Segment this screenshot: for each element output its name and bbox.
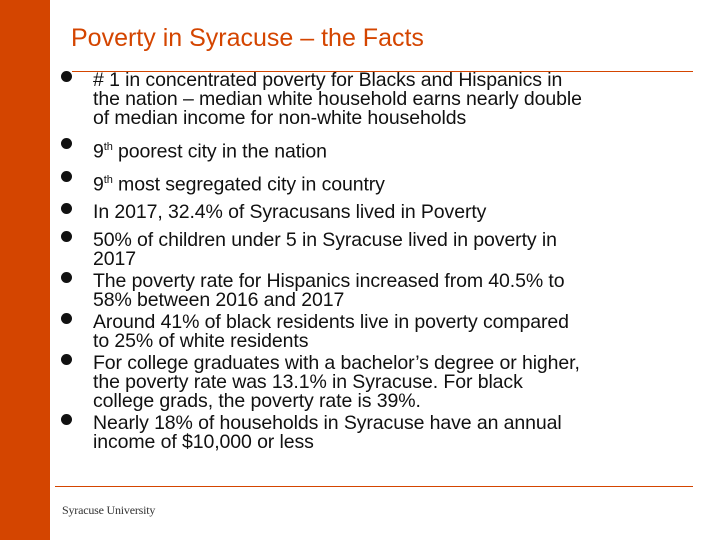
bullet-dot-icon [61,71,72,82]
bullet-line: Around 41% of black residents live in poverty compared [93,311,569,333]
bullet-item [61,171,701,195]
bullet-item [61,272,701,310]
bullet-item [61,313,701,351]
bullet-line: to 25% of white residents [93,330,309,352]
bullet-line: college grads, the poverty rate is 39%. [93,390,421,412]
bullet-line: For college graduates with a bachelor’s degree or higher, [93,352,580,374]
bullet-dot-icon [61,414,72,425]
rank-suffix: th [103,173,113,186]
bullet-rest: poorest city in the nation [112,140,327,163]
bullet-item [61,414,701,452]
bullet-dot-icon [61,231,72,242]
bullet-line [93,138,701,162]
rank-suffix: th [103,141,113,153]
bullet-line: income of $10,000 or less [93,431,314,453]
bullet-dot-icon [61,354,72,365]
rank-number: 9 [93,173,104,195]
bullet-rest: most segregated city in country [112,173,385,195]
bullet-line: # 1 in concentrated poverty for Blacks and Hispanics in [93,69,563,91]
bullet-item [61,138,701,162]
bullet-line: Nearly 18% of households in Syracuse have an annual [93,412,562,434]
bullet-item [61,71,701,128]
bullet-dot-icon [61,313,72,324]
bullet-line: the nation – median white household earns nearly double [93,88,582,110]
bullet-line: 58% between 2016 and 2017 [93,289,345,311]
bullet-item [61,354,701,411]
bullet-dot-icon [61,272,72,283]
bullet-line: of median income for non-white households [93,107,467,129]
bullet-dot-icon [61,171,72,182]
bullet-dot-icon [61,138,72,149]
bullet-line: the poverty rate was 13.1% in Syracuse. For black [93,371,523,393]
bullet-line: The poverty rate for Hispanics increased from 40.5% to [93,270,565,292]
bullet-line [93,171,701,195]
left-accent-bar [0,0,50,540]
bullet-line: In 2017, 32.4% of Syracusans lived in Poverty [93,201,487,223]
rank-number: 9 [93,140,104,163]
slide-title: Poverty in Syracuse – the Facts [71,24,424,52]
bullet-dot-icon [61,203,72,214]
bullet-line: 2017 [93,248,136,270]
university-logo: Syracuse University [62,503,156,517]
bullet-line: 50% of children under 5 in Syracuse lived in poverty in [93,229,557,251]
bullet-item [61,203,701,222]
footer-divider [55,486,693,487]
bullet-item [61,231,701,269]
bullet-list [61,71,701,452]
